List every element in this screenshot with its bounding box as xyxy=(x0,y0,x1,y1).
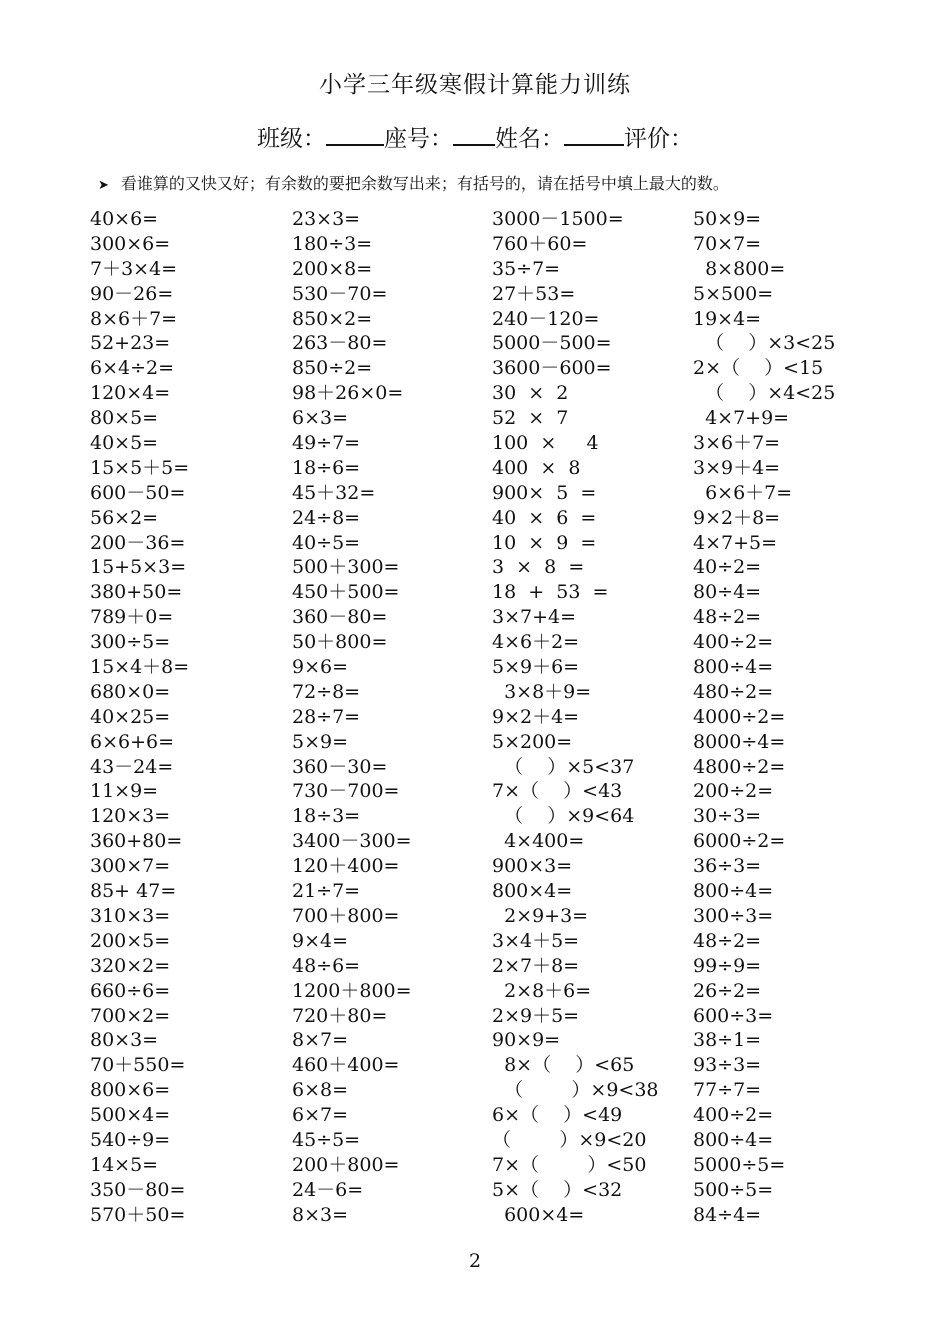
math-problem: 43－24= xyxy=(90,755,174,778)
math-problem: 48÷2= xyxy=(693,929,762,952)
math-problem: 2×9＋5= xyxy=(492,1004,580,1027)
math-problem: 40 × 6 = xyxy=(492,506,597,529)
math-problem: 3×4＋5= xyxy=(492,929,580,952)
math-problem: 6×6＋7= xyxy=(693,481,793,504)
math-problem: 90－26= xyxy=(90,282,174,305)
problem-column-3 xyxy=(492,207,659,1228)
math-problem: 3×6＋7= xyxy=(693,432,781,455)
math-problem: 350－80= xyxy=(90,1178,186,1201)
math-problem: 530－70= xyxy=(292,282,388,305)
math-problem: 360+80= xyxy=(90,830,183,853)
math-problem: 850×2= xyxy=(292,307,373,330)
math-problem: 600÷3= xyxy=(693,1004,774,1027)
math-problem: 500÷5= xyxy=(693,1178,774,1201)
math-problem: 70×7= xyxy=(693,232,762,255)
math-problem: 400÷2= xyxy=(693,1104,774,1127)
math-problem: 90×9= xyxy=(492,1029,561,1052)
math-problem: 77÷7= xyxy=(693,1079,762,1102)
math-problem: 400÷2= xyxy=(693,631,774,654)
seat-blank[interactable] xyxy=(453,122,495,146)
math-problem: 2×9+3= xyxy=(492,904,589,927)
math-problem: 36÷3= xyxy=(693,855,762,878)
math-problem: 800÷4= xyxy=(693,656,774,679)
math-problem: 11×9= xyxy=(90,780,159,803)
math-problem: 4800÷2= xyxy=(693,755,786,778)
page-number: 2 xyxy=(468,1250,482,1272)
math-problem: 3000－1500= xyxy=(492,208,624,230)
math-problem: 730－700= xyxy=(292,780,400,803)
math-problem: 263－80= xyxy=(292,332,388,355)
math-problem: 120×4= xyxy=(90,382,171,405)
math-problem: （ ）×9<38 xyxy=(492,1079,659,1102)
math-problem: 200×5= xyxy=(90,929,171,952)
math-problem: （ ）×5<37 xyxy=(492,755,635,778)
math-problem: 8×（ ）<65 xyxy=(492,1054,635,1077)
math-problem: 3×9＋4= xyxy=(693,456,781,479)
math-problem: 40×6= xyxy=(90,208,159,230)
math-problem: 310×3= xyxy=(90,904,171,927)
math-problem: 2×7＋8= xyxy=(492,954,580,977)
math-problem: 24－6= xyxy=(292,1178,364,1201)
problem-column-4 xyxy=(693,207,835,1228)
math-problem: 600－50= xyxy=(90,481,186,504)
arrow-bullet-icon: ➤ xyxy=(98,178,109,193)
math-problem: 680×0= xyxy=(90,680,171,703)
math-problem: 8×6＋7= xyxy=(90,307,178,330)
math-problem: 72÷8= xyxy=(292,680,361,703)
math-problem: 200÷2= xyxy=(693,780,774,803)
math-problem: 660÷6= xyxy=(90,979,171,1002)
math-problem: 6×7= xyxy=(292,1104,349,1127)
math-problem: （ ）×9<64 xyxy=(492,805,635,828)
math-problem: 2×8＋6= xyxy=(492,979,592,1002)
math-problem: 85+ 47= xyxy=(90,880,177,903)
math-problem: 570＋50= xyxy=(90,1203,186,1226)
math-problem: 23×3= xyxy=(292,208,361,230)
math-problem: 40÷5= xyxy=(292,531,361,554)
math-problem: 30 × 2 xyxy=(492,382,569,405)
math-problem: 200－36= xyxy=(90,531,186,554)
math-problem: 56×2= xyxy=(90,506,159,529)
math-problem: 380+50= xyxy=(90,581,183,604)
instruction-text: 看谁算的又快又好；有余数的要把余数写出来；有括号的，请在括号中填上最大的数。 xyxy=(120,174,729,193)
math-problem: 360－80= xyxy=(292,606,388,629)
math-problem: 700×2= xyxy=(90,1004,171,1027)
math-problem: 120×3= xyxy=(90,805,171,828)
math-problem: 28÷7= xyxy=(292,705,361,728)
math-problem: 500＋300= xyxy=(292,556,400,579)
math-problem: 52 × 7 xyxy=(492,407,569,430)
math-problem: 40×5= xyxy=(90,432,159,455)
seat-label: 座号： xyxy=(384,126,453,152)
math-problem: 300÷3= xyxy=(693,904,774,927)
problem-column-2 xyxy=(292,207,412,1228)
math-problem: 84÷4= xyxy=(693,1203,762,1226)
math-problem: 49÷7= xyxy=(292,432,361,455)
eval-label: 评价： xyxy=(624,126,693,152)
math-problem: 18 + 53 = xyxy=(492,581,609,604)
math-problem: 14×5= xyxy=(90,1153,159,1176)
math-problem: 789＋0= xyxy=(90,606,174,629)
math-problem: 450＋500= xyxy=(292,581,400,604)
math-problem: 4×6＋2= xyxy=(492,631,580,654)
math-problem: 700＋800= xyxy=(292,904,400,927)
math-problem: 600×4= xyxy=(492,1203,585,1226)
math-problem: 15×4＋8= xyxy=(90,656,190,679)
math-problem: 200＋800= xyxy=(292,1153,400,1176)
math-problem: 6×6+6= xyxy=(90,730,175,753)
math-problem: 6×4÷2= xyxy=(90,357,175,380)
math-problem: 6×8= xyxy=(292,1079,349,1102)
student-info-line xyxy=(0,120,950,153)
math-problem: 200×8= xyxy=(292,257,373,280)
math-problem: 19×4= xyxy=(693,307,762,330)
math-problem: 5000÷5= xyxy=(693,1153,786,1176)
math-problem: 21÷7= xyxy=(292,880,361,903)
math-problem: 48÷6= xyxy=(292,954,361,977)
instruction xyxy=(98,171,729,194)
math-problem: 6×（ ）<49 xyxy=(492,1104,623,1127)
class-blank[interactable] xyxy=(326,122,384,146)
math-problem: 18÷3= xyxy=(292,805,361,828)
math-problem: 5000－500= xyxy=(492,332,612,355)
math-problem: 850÷2= xyxy=(292,357,373,380)
math-problem: 900×3= xyxy=(492,855,573,878)
math-problem: 120＋400= xyxy=(292,855,400,878)
math-problem: 5×9= xyxy=(292,730,349,753)
math-problem: 3 × 8 = xyxy=(492,556,585,579)
math-problem: 7＋3×4= xyxy=(90,257,178,280)
math-problem: 4×7+5= xyxy=(693,531,778,554)
math-problem: 18÷6= xyxy=(292,456,361,479)
math-problem: 9×6= xyxy=(292,656,349,679)
math-problem: 240－120= xyxy=(492,307,600,330)
math-problem: 40×25= xyxy=(90,705,171,728)
math-problem: 38÷1= xyxy=(693,1029,762,1052)
math-problem: 52+23= xyxy=(90,332,171,355)
math-problem: 24÷8= xyxy=(292,506,361,529)
math-problem: 5×（ ）<32 xyxy=(492,1178,623,1201)
math-problem: 800×4= xyxy=(492,880,573,903)
math-problem: 300÷5= xyxy=(90,631,171,654)
math-problem: 80÷4= xyxy=(693,581,762,604)
math-problem: 9×2＋4= xyxy=(492,705,580,728)
math-problem: （ ）×3<25 xyxy=(693,332,836,355)
math-problem: 5×9＋6= xyxy=(492,656,580,679)
math-problem: 9×2＋8= xyxy=(693,506,781,529)
name-label: 姓名： xyxy=(495,126,564,152)
math-problem: 7×（ ）<43 xyxy=(492,780,623,803)
math-problem: 8×3= xyxy=(292,1203,349,1226)
math-problem: 27＋53= xyxy=(492,282,576,305)
math-problem: 80×5= xyxy=(90,407,159,430)
math-problem: 35÷7= xyxy=(492,257,561,280)
math-problem: 900× 5 = xyxy=(492,481,597,504)
math-problem: 6000÷2= xyxy=(693,830,786,853)
math-problem: 400 × 8 xyxy=(492,456,581,479)
math-problem: 760＋60= xyxy=(492,232,588,255)
math-problem: 4×7+9= xyxy=(693,407,790,430)
math-problem: 3×7+4= xyxy=(492,606,577,629)
math-problem: （ ）×4<25 xyxy=(693,382,836,405)
math-problem: 48÷2= xyxy=(693,606,762,629)
math-problem: 180÷3= xyxy=(292,232,373,255)
math-problem: 15+5×3= xyxy=(90,556,187,579)
math-problem: 50×9= xyxy=(693,208,762,230)
math-problem: 8×800= xyxy=(693,257,786,280)
math-problem: 8000÷4= xyxy=(693,730,786,753)
math-problem: 8×7= xyxy=(292,1029,349,1052)
math-problem: 9×4= xyxy=(292,929,349,952)
math-problem: 7×（ ）<50 xyxy=(492,1153,647,1176)
math-problem: 99÷9= xyxy=(693,954,762,977)
math-problem: 5×500= xyxy=(693,282,774,305)
math-problem: 70＋550= xyxy=(90,1054,186,1077)
math-problem: 720＋80= xyxy=(292,1004,388,1027)
problem-column-1 xyxy=(90,207,189,1228)
math-problem: 300×7= xyxy=(90,855,171,878)
math-problem: 500×4= xyxy=(90,1104,171,1127)
math-problem: 4×400= xyxy=(492,830,585,853)
math-problem: 45÷5= xyxy=(292,1128,361,1151)
math-problem: 45＋32= xyxy=(292,481,376,504)
class-label: 班级： xyxy=(257,126,326,152)
math-problem: 3600－600= xyxy=(492,357,612,380)
math-problem: 10 × 9 = xyxy=(492,531,597,554)
math-problem: 800×6= xyxy=(90,1079,171,1102)
math-problem: 3×8＋9= xyxy=(492,680,592,703)
math-problem: 800÷4= xyxy=(693,880,774,903)
math-problem: 15×5＋5= xyxy=(90,456,190,479)
math-problem: （ ）×9<20 xyxy=(492,1128,647,1151)
math-problem: 40÷2= xyxy=(693,556,762,579)
math-problem: 93÷3= xyxy=(693,1054,762,1077)
math-problem: 360－30= xyxy=(292,755,388,778)
math-problem: 1200＋800= xyxy=(292,979,412,1002)
math-problem: 300×6= xyxy=(90,232,171,255)
math-problem: 80×3= xyxy=(90,1029,159,1052)
math-problem: 3400－300= xyxy=(292,830,412,853)
math-problem: 5×200= xyxy=(492,730,573,753)
page-title: 小学三年级寒假计算能力训练 xyxy=(319,72,631,98)
math-problem: 320×2= xyxy=(90,954,171,977)
math-problem: 26÷2= xyxy=(693,979,762,1002)
math-problem: 30÷3= xyxy=(693,805,762,828)
math-problem: 6×3= xyxy=(292,407,349,430)
math-problem: 480÷2= xyxy=(693,680,774,703)
name-blank[interactable] xyxy=(564,122,624,146)
math-problem: 100 × 4 xyxy=(492,432,599,455)
math-problem: 2×（ ）<15 xyxy=(693,357,824,380)
math-problem: 460＋400= xyxy=(292,1054,400,1077)
math-problem: 800÷4= xyxy=(693,1128,774,1151)
math-problem: 4000÷2= xyxy=(693,705,786,728)
math-problem: 98＋26×0= xyxy=(292,382,404,405)
math-problem: 540÷9= xyxy=(90,1128,171,1151)
math-problem: 50＋800= xyxy=(292,631,388,654)
